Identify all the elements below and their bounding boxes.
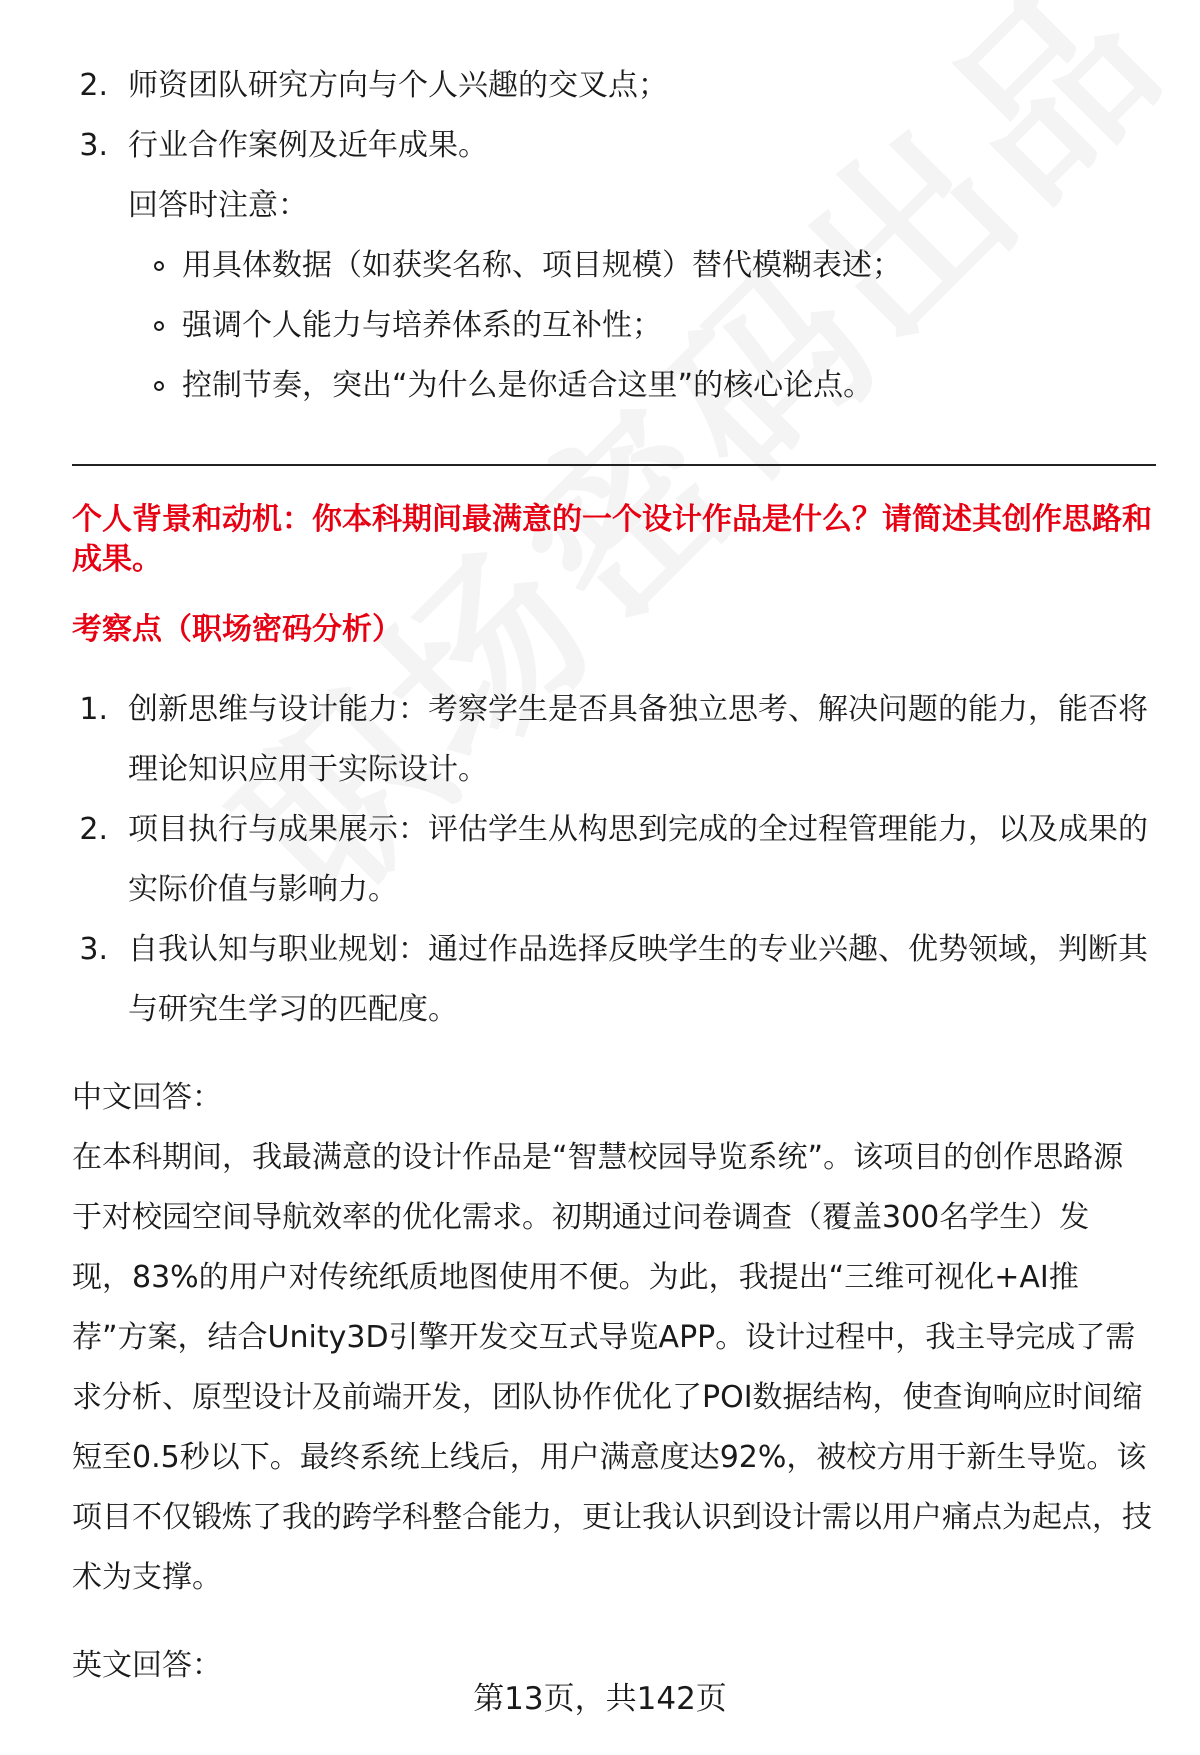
exam-point-continued: 实际价值与影响力。 — [128, 872, 398, 907]
list-number: 3. — [79, 932, 108, 967]
list-number: 1. — [79, 692, 108, 727]
cn-answer-line: 于对校园空间导航效率的优化需求。初期通过问卷调查（覆盖300名学生）发 — [72, 1200, 1090, 1235]
question-heading-continued: 成果。 — [72, 542, 162, 577]
cn-answer-line: 项目不仅锻炼了我的跨学科整合能力，更让我认识到设计需以用户痛点为起点，技 — [72, 1500, 1152, 1535]
exam-point-continued: 与研究生学习的匹配度。 — [128, 992, 458, 1027]
list-item: 师资团队研究方向与个人兴趣的交叉点； — [128, 68, 668, 103]
list-number: 3. — [79, 128, 108, 163]
cn-answer-line: 在本科期间，我最满意的设计作品是“智慧校园导览系统”。该项目的创作思路源 — [72, 1140, 1124, 1175]
exam-point: 项目执行与成果展示：评估学生从构思到完成的全过程管理能力，以及成果的 — [128, 812, 1148, 847]
note-item: 强调个人能力与培养体系的互补性； — [182, 308, 662, 343]
list-number: 2. — [79, 68, 108, 103]
en-answer-heading: 英文回答： — [72, 1648, 222, 1683]
exam-point-continued: 理论知识应用于实际设计。 — [128, 752, 488, 787]
cn-answer-line: 现，83%的用户对传统纸质地图使用不便。为此，我提出“三维可视化+AI推 — [72, 1260, 1079, 1295]
exam-points-heading: 考察点（职场密码分析） — [72, 612, 402, 647]
page-number-footer: 第13页，共142页 — [473, 1681, 727, 1717]
cn-answer-line: 荐”方案，结合Unity3D引擎开发交互式导览APP。设计过程中，我主导完成了需 — [72, 1320, 1136, 1355]
notes-heading: 回答时注意： — [128, 188, 308, 223]
bullet-icon — [154, 261, 164, 271]
cn-answer-line: 短至0.5秒以下。最终系统上线后，用户满意度达92%，被校方用于新生导览。该 — [72, 1440, 1147, 1475]
cn-answer-line: 求分析、原型设计及前端开发，团队协作优化了POI数据结构，使查询响应时间缩 — [72, 1380, 1143, 1415]
note-item: 用具体数据（如获奖名称、项目规模）替代模糊表述； — [182, 248, 902, 283]
note-item: 控制节奏，突出“为什么是你适合这里”的核心论点。 — [182, 368, 874, 403]
cn-answer-heading: 中文回答： — [72, 1080, 222, 1115]
exam-point: 创新思维与设计能力：考察学生是否具备独立思考、解决问题的能力，能否将 — [128, 692, 1148, 727]
bullet-icon — [154, 321, 164, 331]
exam-point: 自我认知与职业规划：通过作品选择反映学生的专业兴趣、优势领域，判断其 — [128, 932, 1148, 967]
list-item: 行业合作案例及近年成果。 — [128, 128, 488, 163]
bullet-icon — [154, 381, 164, 391]
list-number: 2. — [79, 812, 108, 847]
question-heading: 个人背景和动机：你本科期间最满意的一个设计作品是什么？请简述其创作思路和 — [72, 502, 1152, 537]
cn-answer-line: 术为支撑。 — [72, 1560, 222, 1595]
section-divider — [72, 464, 1156, 466]
